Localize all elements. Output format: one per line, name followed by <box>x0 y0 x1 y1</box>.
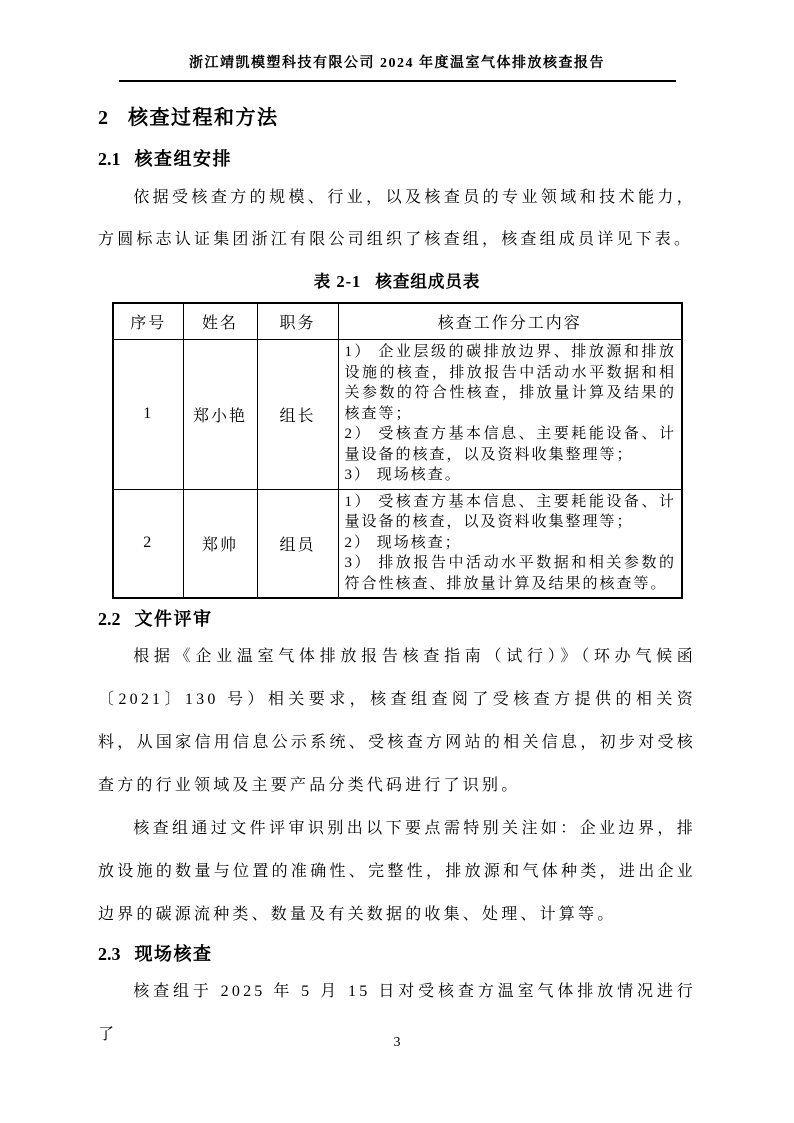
cell-name: 郑小艳 <box>183 340 257 490</box>
col-header-name: 姓名 <box>183 303 257 340</box>
section-number: 2.1 <box>98 149 121 169</box>
col-header-duties: 核查工作分工内容 <box>338 303 682 340</box>
table-caption <box>98 271 696 293</box>
section-title: 现场核查 <box>134 944 213 964</box>
cell-role: 组长 <box>257 340 338 490</box>
paragraph-review-focus: 核查组通过文件评审识别出以下要点需特别关注如：企业边界，排放设施的数量与位置的准确性、完整性，排放源和气体种类，进出企业边界的碳源流种类、数量及有关数据的收集、处理、计算等。 <box>98 820 696 923</box>
section-heading-team <box>98 147 696 171</box>
duty-item: 2） 现场核查； <box>344 534 462 551</box>
section-heading-document-review <box>98 607 696 631</box>
section-heading-process <box>98 105 696 131</box>
verification-team-table <box>112 302 683 599</box>
paragraph-team-intro: 依据受核查方的规模、行业，以及核查员的专业领域和技术能力，方圆标志认证集团浙江有限公司组织了核查组，核查组成员详见下表。 <box>98 189 696 248</box>
cell-name: 郑帅 <box>183 489 257 598</box>
cell-duties <box>338 340 682 490</box>
duty-item: 3） 排放报告中活动水平数据和相关参数的符合性核查、排放量计算及结果的核查等。 <box>344 555 676 592</box>
page-number: 3 <box>393 1035 401 1050</box>
col-header-no: 序号 <box>113 303 183 340</box>
duty-item: 3） 现场核查。 <box>344 467 462 483</box>
section-title: 文件评审 <box>134 609 213 629</box>
header-divider <box>119 80 676 82</box>
section-title: 核查过程和方法 <box>128 107 279 129</box>
cell-no: 2 <box>113 489 183 598</box>
section-number: 2.2 <box>98 609 121 629</box>
table-row <box>113 489 682 598</box>
duty-item: 1） 受核查方基本信息、主要耗能设备、计量设备的核查，以及资料收集整理等； <box>344 493 676 530</box>
table-caption-title: 核查组成员表 <box>375 272 481 291</box>
section-number: 2.3 <box>98 944 121 964</box>
cell-role: 组员 <box>257 489 338 598</box>
duty-item: 2） 受核查方基本信息、主要耗能设备、计量设备的核查，以及资料收集整理等； <box>344 426 676 463</box>
table-header-row <box>113 303 682 340</box>
section-number: 2 <box>98 107 108 129</box>
document-header-title: 浙江靖凯模塑科技有限公司 2024 年度温室气体排放核查报告 <box>189 56 605 71</box>
col-header-role: 职务 <box>257 303 338 340</box>
paragraph-review-basis: 根据《企业温室气体排放报告核查指南（试行）》（环办气候函〔2021〕130 号）相关要求，核查组查阅了受核查方提供的相关资料，从国家信用信息公示系统、受核查方网站的相关信息，初步对受核查方的行业领域及主要产品分类代码进行了识别。 <box>98 648 696 794</box>
cell-duties <box>338 489 682 598</box>
table-row <box>113 340 682 490</box>
duty-item: 1） 企业层级的碳排放边界、排放源和排放设施的核查，排放报告中活动水平数据和相关参数的符合性核查，排放量计算及结果的核查等； <box>344 344 676 422</box>
paragraph-site-visit-intro: 核查组于 2025 年 5 月 15 日对受核查方温室气体排放情况进行了 <box>98 983 696 1043</box>
table-caption-label: 表 2-1 <box>313 272 362 291</box>
section-title: 核查组安排 <box>134 149 232 169</box>
section-heading-site-visit <box>98 942 696 966</box>
cell-no: 1 <box>113 340 183 490</box>
